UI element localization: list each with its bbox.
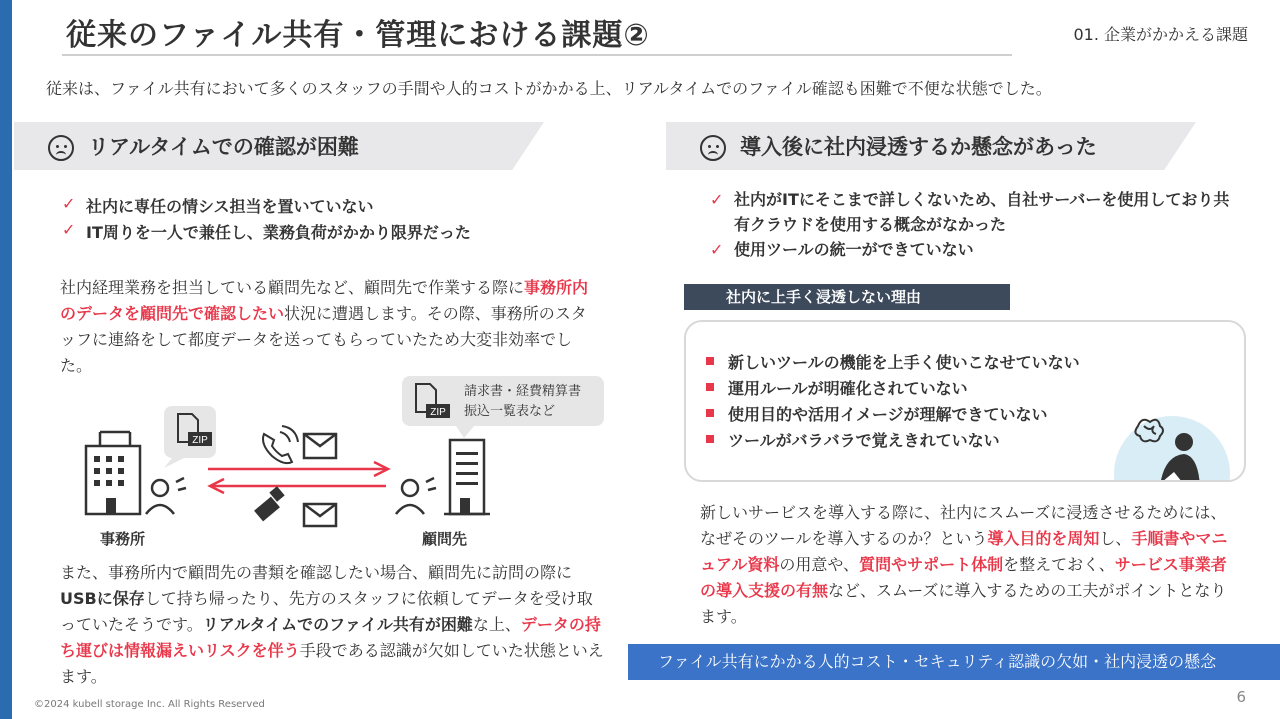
section-label: 01. 企業がかかえる課題 — [1073, 25, 1248, 44]
reason-item: ツールがバラバラで覚えきれていない — [706, 426, 1080, 452]
exchange-arrows — [208, 462, 388, 493]
reason-box — [684, 320, 1246, 482]
mail-icon-bottom — [304, 504, 336, 526]
title-underline — [62, 54, 1012, 56]
left-paragraph-2: また、事務所内で顧問先の書類を確認したい場合、顧問先に訪問の際にUSBに保存して持ち帰ったり、先方のスタッフに依頼してデータを受け取っていたそうです。リアルタイムでのファイル共有が困難な上、データの持ち運びは情報漏えいリスクを伴う手段である認識が欠如していた状態といえます。 — [60, 563, 604, 686]
reason-item: 運用ルールが明確化されていない — [706, 374, 1080, 400]
reason-list — [706, 348, 1080, 452]
bullet-square-icon — [706, 357, 714, 365]
right-paragraph: 新しいサービスを導入する際に、社内にスムーズに浸透させるためには、なぜそのツールを導入するのか？という導入目的を周知し、手順書やマニュアル資料の用意や、質問やサポート体制を整えておく、サービス事業者の導入支援の有無など、スムーズに導入するための工夫がポイントとなります。 — [700, 503, 1228, 626]
confused-person-icon — [1102, 396, 1242, 482]
page-number: 6 — [1236, 688, 1246, 706]
mail-icon-top — [304, 434, 336, 458]
zip-label: ZIP — [192, 435, 208, 446]
right-check-list — [710, 187, 1240, 262]
check-icon: ✓ — [710, 240, 724, 259]
phone-icon — [263, 426, 298, 463]
reason-title: 社内に上手く浸透しない理由 — [684, 284, 1010, 310]
check-icon: ✓ — [62, 220, 76, 239]
left-paragraph-1: 社内経理業務を担当している顧問先など、顧問先で作業する際に事務所内のデータを顧問先で確認したい状況に遭遇します。その際、事務所のスタッフに連絡をして都度データを送ってもらっていたため大変非効率でした。 — [60, 278, 589, 375]
summary-banner: ファイル共有にかかる人的コスト・セキュリティ認識の欠如・社内浸透の懸念 — [628, 644, 1280, 680]
bullet-square-icon — [706, 435, 714, 443]
bullet-square-icon — [706, 409, 714, 417]
check-item: ✓ 社内に専任の情シス担当を置いていない — [62, 194, 374, 216]
intro-text: 従来は、ファイル共有において多くのスタッフの手間や人的コストがかかる上、リアルタイムでのファイル確認も困難で不便な状態でした。 — [46, 79, 1052, 98]
left-accent-bar — [0, 0, 12, 719]
usb-icon — [254, 486, 285, 521]
left-check-list — [62, 194, 471, 246]
sad-face-icon — [700, 135, 726, 161]
bullet-square-icon — [706, 383, 714, 391]
check-icon: ✓ — [62, 194, 76, 213]
reason-item: 新しいツールの機能を上手く使いこなせていない — [706, 348, 1080, 374]
office-label: 事務所 — [100, 530, 146, 548]
documents-line-2: 振込一覧表など — [464, 404, 556, 419]
right-header-title: 導入後に社内浸透するか懸念があった — [740, 135, 1097, 159]
page-title: 従来のファイル共有・管理における課題② — [66, 18, 650, 53]
check-item: ✓ 使用ツールの統一ができていない — [710, 237, 1240, 262]
check-icon: ✓ — [710, 190, 724, 209]
person-icon-left — [146, 478, 186, 514]
sad-face-icon — [48, 135, 74, 161]
person-icon-right — [396, 478, 436, 514]
documents-line-1: 請求書・経費精算書 — [464, 384, 582, 399]
copyright: ©2024 kubell storage Inc. All Rights Reserved — [34, 699, 265, 710]
check-item: ✓ 社内がITにそこまで詳しくないため、自社サーバーを使用しており共有クラウドを使用する概念がなかった — [710, 187, 1240, 237]
check-item: ✓ IT周りを一人で兼任し、業務負荷がかかり限界だった — [62, 220, 471, 242]
file-exchange-diagram — [60, 372, 620, 554]
left-header-title: リアルタイムでの確認が困難 — [88, 135, 359, 159]
client-label: 顧問先 — [422, 530, 468, 548]
reason-item: 使用目的や活用イメージが理解できていない — [706, 400, 1080, 426]
zip-label-right: ZIP — [430, 407, 446, 418]
